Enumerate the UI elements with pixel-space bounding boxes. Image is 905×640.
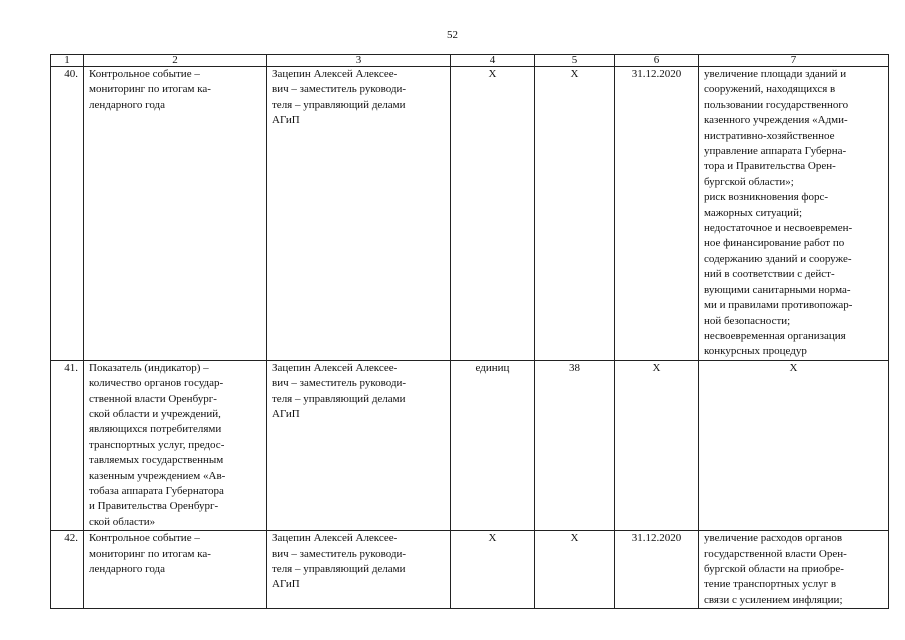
risk-description-line: риск возникновения форс- [704, 191, 829, 204]
risk-description-line: конкурсных процедур [704, 345, 807, 358]
risk-description-line: бургской области на приобре- [704, 563, 844, 575]
responsible-person-line: вич – заместитель руководи- [272, 83, 407, 96]
responsible-person-line: Зацепин Алексей Алексее- [272, 68, 398, 80]
responsible-person [267, 531, 451, 609]
event-name-line: Показатель (индикатор) – [89, 361, 209, 374]
deadline-date: 31.12.2020 [615, 531, 699, 609]
deadline-date: 31.12.2020 [615, 67, 699, 361]
responsible-person-line: вич – заместитель руководи- [272, 547, 407, 560]
row-number: 42. [51, 531, 84, 609]
table-row [51, 67, 889, 361]
unit-of-measure: Х [451, 67, 535, 361]
risk-description-line: ное финансирование работ по [704, 237, 845, 250]
event-name-line: мониторинг по итогам ка- [89, 83, 211, 96]
column-header: 2 [84, 55, 267, 67]
responsible-person-line: АГиП [272, 578, 300, 591]
target-value: Х [535, 67, 615, 361]
risk-description-line: мажорных ситуаций; [704, 206, 803, 219]
risk-description-line: несвоевременная организация [704, 329, 846, 342]
risk-description-line: Х [789, 361, 798, 374]
event-name-line: казенным учреждением «Ав- [89, 469, 226, 482]
risk-description-line: государственной власти Орен- [704, 547, 847, 560]
responsible-person-line: АГиП [272, 114, 300, 127]
monitoring-table [50, 54, 889, 609]
column-header: 1 [51, 55, 84, 67]
event-name-line: Контрольное событие – [89, 68, 200, 80]
risk-description-line: тора и Правительства Орен- [704, 160, 836, 173]
table-row [51, 531, 889, 609]
responsible-person [267, 360, 451, 530]
risk-description-line: казенного учреждения «Адми- [704, 114, 848, 127]
risk-description-line: увеличение расходов органов [704, 532, 843, 545]
responsible-person-line: теля – управляющий делами [272, 98, 406, 111]
responsible-person-line: вич – заместитель руководи- [272, 377, 407, 390]
responsible-person-line: АГиП [272, 407, 300, 420]
event-name-line: транспортных услуг, предос- [89, 438, 225, 451]
risk-description-line: увеличение площади зданий и [704, 68, 847, 80]
event-name [84, 531, 267, 609]
column-header: 6 [615, 55, 699, 67]
event-name-line: и Правительства Оренбург- [89, 500, 219, 513]
row-number: 40. [51, 67, 84, 361]
responsible-person-line: Зацепин Алексей Алексее- [272, 361, 398, 374]
risk-description-line: ми и правилами противопожар- [704, 299, 853, 312]
responsible-person-line: Зацепин Алексей Алексее- [272, 532, 398, 545]
risk-description [699, 531, 889, 609]
event-name-line: мониторинг по итогам ка- [89, 547, 211, 560]
column-header: 3 [267, 55, 451, 67]
risk-description [699, 67, 889, 361]
row-number: 41. [51, 360, 84, 530]
risk-description-line: пользовании государственного [704, 98, 849, 111]
responsible-person-line: теля – управляющий делами [272, 392, 406, 405]
unit-of-measure: Х [451, 531, 535, 609]
risk-description-line: связи с усилением инфляции; [704, 593, 843, 606]
risk-description-line: тение транспортных услуг в [704, 578, 837, 591]
event-name-line: лендарного года [89, 98, 166, 111]
risk-description-line: ний в соответствии с дейст- [704, 268, 835, 281]
risk-description-line: ной безопасности; [704, 314, 791, 327]
event-name-line: лендарного года [89, 563, 166, 575]
event-name-line: тавляемых государственным [89, 454, 224, 467]
event-name [84, 67, 267, 361]
event-name-line: количество органов государ- [89, 377, 224, 390]
event-name-line: ской области» [89, 515, 156, 528]
event-name-line: ственной власти Оренбург- [89, 392, 217, 405]
page-number: 52 [447, 29, 458, 41]
risk-description-line: сооружений, находящихся в [704, 83, 836, 96]
responsible-person-line: теля – управляющий делами [272, 563, 406, 575]
target-value: 38 [535, 360, 615, 530]
table-row [51, 360, 889, 530]
risk-description-line: содержанию зданий и сооруже- [704, 252, 852, 265]
column-header: 5 [535, 55, 615, 67]
column-number-row [51, 55, 889, 67]
event-name [84, 360, 267, 530]
deadline-date: Х [615, 360, 699, 530]
risk-description-line: недостаточное и несвоевремен- [704, 222, 853, 235]
event-name-line: ской области и учреждений, [89, 407, 221, 420]
column-header: 7 [699, 55, 889, 67]
risk-description-line: управление аппарата Губерна- [704, 145, 847, 158]
unit-of-measure: единиц [451, 360, 535, 530]
risk-description-line: вующими санитарными норма- [704, 283, 851, 296]
column-header: 4 [451, 55, 535, 67]
responsible-person [267, 67, 451, 361]
event-name-line: являющихся потребителями [89, 423, 222, 436]
risk-description [699, 360, 889, 530]
event-name-line: Контрольное событие – [89, 532, 200, 545]
event-name-line: тобаза аппарата Губернатора [89, 484, 224, 497]
target-value: Х [535, 531, 615, 609]
risk-description-line: нистративно-хозяйственное [704, 129, 835, 142]
risk-description-line: бургской области»; [704, 175, 794, 188]
